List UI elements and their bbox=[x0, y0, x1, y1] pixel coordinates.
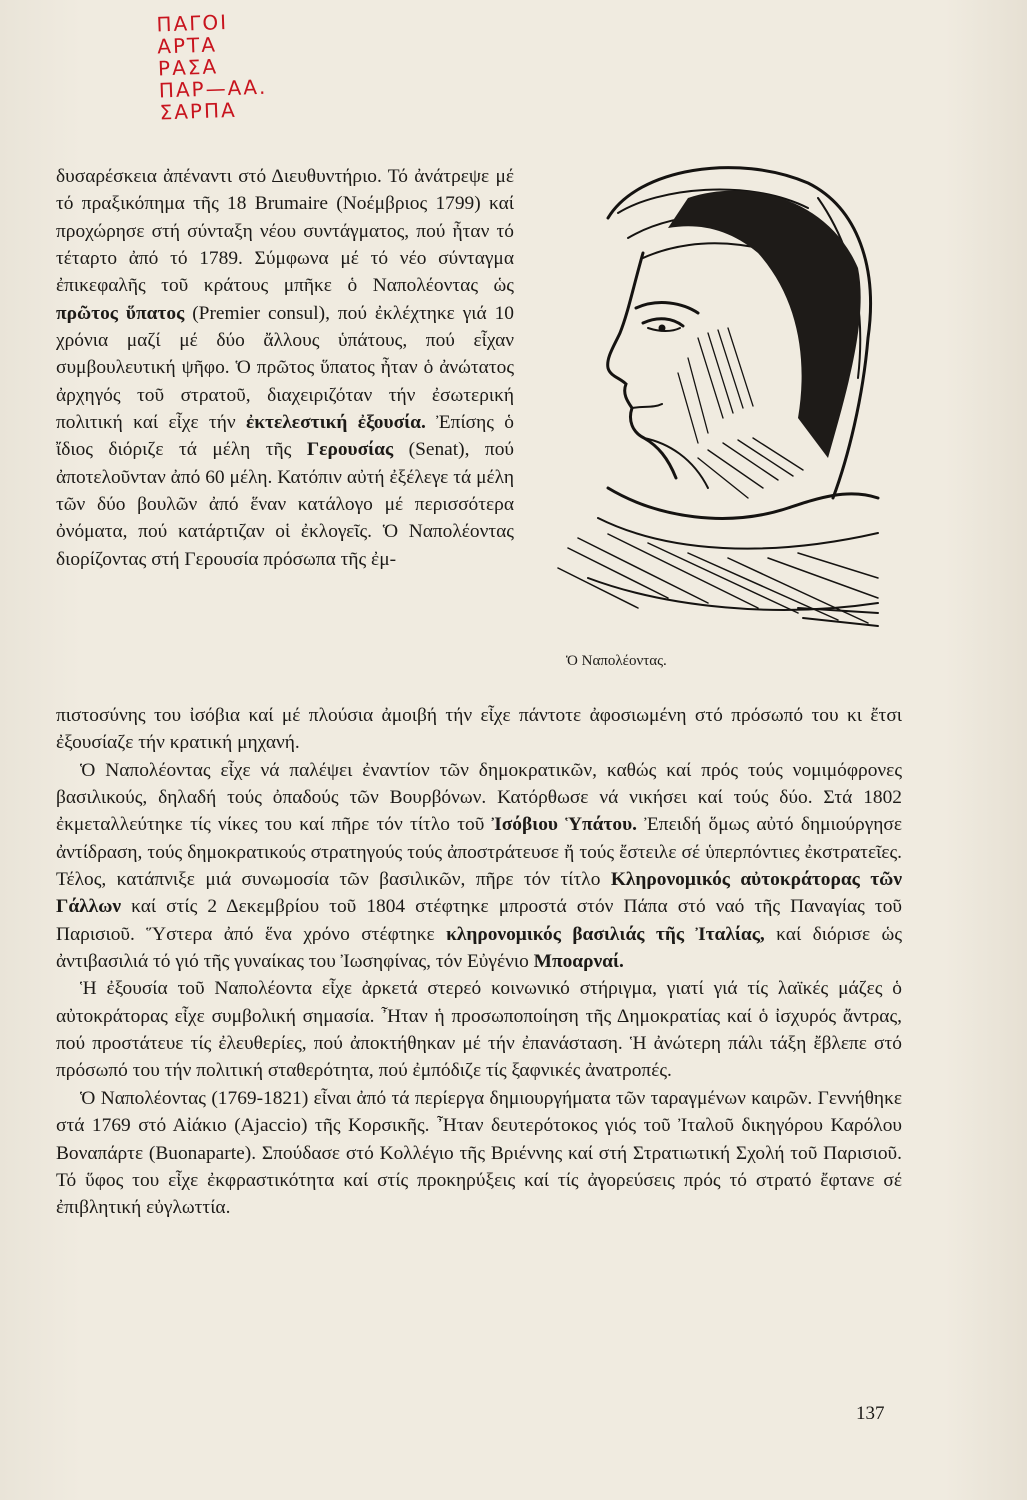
left-column-text bbox=[56, 163, 514, 573]
bold-term: Κληρονομικός αὐτοκράτορας τῶν Γάλλων bbox=[56, 869, 903, 918]
text-run: Ἐπειδή ὅμως αὐτό δημιούργησε ἀντίδραση, τούς δημοκρατικούς στρατηγούς τούς ἀποστράτευσε ἤ τούς ἔστειλε σέ ὑπερπόντιες ἐκστρατεῖες. Τέλος, κατάπνιξε μιά συνωμοσία τῶν βασιλικῶν, πῆρε τόν τίτλο bbox=[56, 814, 903, 891]
handwritten-line: ΠΑΓΟΙ bbox=[156, 10, 229, 37]
bold-term: ἐκτελεστική ἐξουσία. bbox=[246, 412, 426, 434]
text-run: (Senat), πού ἀποτελοῦνταν ἀπό 60 μέλη. Κατόπιν αὐτή ἐξέλεγε τά μέλη τῶν δύο βουλῶν ἀπό ἕναν κατάλογο μέ περισσότερα ὀνόματα, πού κατάρτιζαν οἱ ἐκλογεῖς. Ὁ Ναπολέοντας διορίζοντας στή Γερουσία πρόσωπα τῆς ἐμ- bbox=[56, 439, 514, 570]
portrait-caption: Ὁ Ναπολέοντας. bbox=[566, 653, 667, 669]
paragraph-continuation: πιστοσύνης του ἰσόβια καί μέ πλούσια ἀμοιβή τήν εἶχε πάντοτε ἀφοσιωμένη στό πρόσωπό του κι ἔτσι ἐξουσίαζε τήν κρατική μηχανή. bbox=[56, 705, 902, 754]
bold-term: Γερουσίας bbox=[306, 439, 394, 461]
handwritten-note bbox=[156, 7, 360, 124]
text-run: καί διόρισε ὡς ἀντιβασιλιά τό γιό τῆς γυναίκας του Ἰωσηφίνας, τόν Εὐγένιο bbox=[56, 923, 903, 973]
text-run: (Premier consul), πού ἐκλέχτηκε γιά 10 χρόνια μαζί μέ δύο ἄλλους ὑπάτους, πού εἶχαν συμβουλευτική ψῆφο. Ὁ πρῶτος ὕπατος ἦταν ὁ ἀνώτατος ἀρχηγός τοῦ στρατοῦ, διαχειριζόταν τήν ἐσωτερική πολιτική καί εἶχε τήν bbox=[56, 302, 515, 434]
text-run: καί στίς 2 Δεκεμβρίου τοῦ 1804 στέφτηκε μπροστά στόν Πάπα στό ναό τῆς Παναγίας τοῦ Παρισιοῦ. Ὕστερα ἀπό ἕνα χρόνο στέφτηκε bbox=[56, 896, 902, 945]
text-run: δυσαρέσκεια ἀπέναντι στό Διευθυντήριο. Τό ἀνάτρεψε μέ τό πραξικόπημα τῆς 18 Brumaire (Νοέμβριος 1799) καί προχώρησε στή σύνταξη νέου συντάγματος, πού ἦταν τό τέταρτο ἀπό τό 1789. Σύμφωνα μέ τό νέο σύνταγμα ἐπικεφαλῆς τοῦ κράτους μπῆκε ὁ Ναπολέοντας ὡς bbox=[56, 166, 514, 297]
handwritten-line: ΡΑΣΑ bbox=[157, 54, 219, 81]
paragraph: Ὁ Ναπολέοντας (1769-1821) εἶναι ἀπό τά περίεργα δημιουργήματα τῶν ταραγμένων καιρῶν. Γεννήθηκε στά 1769 στό Αἰάκιο (Ajaccio) τῆς Κορσικῆς. Ἦταν δευτερότοκος γιός τοῦ Ἰταλοῦ δικηγόρου Καρόλου Βοναπάρτε (Buonaparte). Σπούδασε στό Κολλέγιο τῆς Βριέννης καί στή Στρατιωτική Σχολή τοῦ Παρισιοῦ. Τό ὕφος του εἶχε ἐκφραστικότητα καί στίς προκηρύξεις καί τίς ἀγορεύσεις πρός τό στρατό ἔφτανε σέ ἐπιβλητική εὐγλωττία. bbox=[56, 1087, 902, 1219]
paragraph: Ἡ ἐξουσία τοῦ Ναπολέοντα εἶχε ἀρκετά στερεό κοινωνικό στήριγμα, γιατί γιά τίς λαϊκές μάζες ὁ αὐτοκράτορας εἶχε συμβολική σημασία. Ἦταν ἡ προσωποποίηση τῆς Δημοκρατίας καί ὁ ἰσχυρός ἄντρας, πού προστάτευε τίς ἐλευθερίες, πού ἀποκτήθηκαν μέ τήν ἐπανάσταση. Ἡ ἀνώτερη πάλι τάξη ἔβλεπε στό πρόσωπό του τήν πολιτική σταθερότητα, πού ἐμπόδιζε τίς ξαφνικές ἀνατροπές. bbox=[56, 978, 902, 1082]
bold-term: Μποαρναί. bbox=[533, 951, 624, 973]
napoleon-portrait bbox=[548, 158, 880, 634]
handwritten-line: ΣΑΡΠΑ bbox=[159, 97, 238, 125]
page-number: 137 bbox=[856, 1403, 885, 1424]
bold-term: πρῶτος ὕπατος bbox=[56, 302, 185, 324]
paragraph bbox=[56, 757, 902, 976]
handwritten-line: ΠΑΡ—ΑΑ. bbox=[158, 74, 268, 103]
paragraph bbox=[56, 163, 514, 573]
text-run: Ὁ Ναπολέοντας εἶχε νά παλέψει ἐναντίον τῶν δημοκρατικῶν, καθώς καί πρός τούς νομιμόφρονες βασιλικούς, δηλαδή τούς ὀπαδούς τῶν Βουρβόνων. Κατόρθωσε νά νικήσει καί τούς δύο. Στά 1802 ἐκμεταλλεύτηκε τίς νίκες του καί πῆρε τόν τίτλο τοῦ bbox=[56, 759, 902, 836]
bold-term: Ἰσόβιου Ὑπάτου. bbox=[491, 814, 638, 836]
full-width-text bbox=[56, 702, 902, 1222]
handwritten-line: ΑΡΤΑ bbox=[156, 32, 218, 59]
text-run: Ἐπίσης ὁ ἴδιος διόριζε τά μέλη τῆς bbox=[56, 412, 514, 461]
bold-term: κληρονομικός βασιλιάς τῆς Ἰταλίας, bbox=[446, 923, 765, 945]
